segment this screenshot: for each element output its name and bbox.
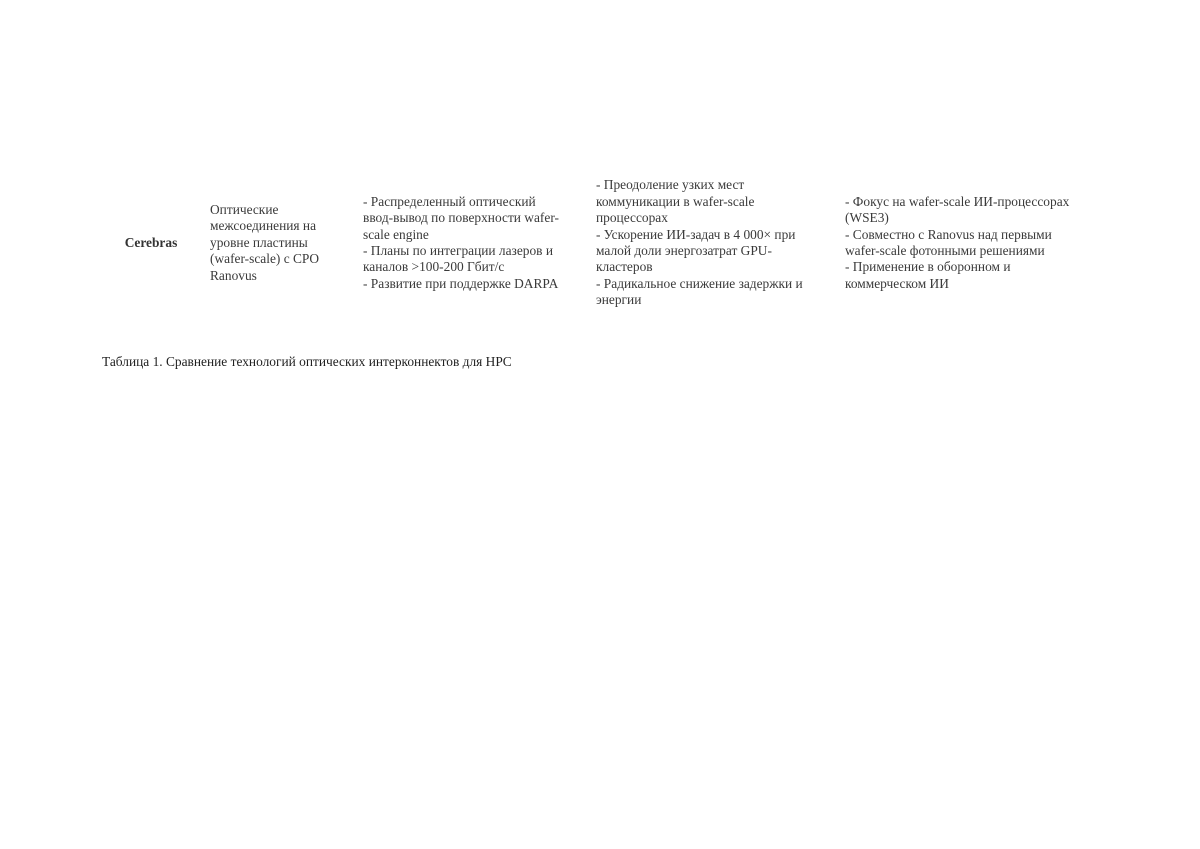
status-cell xyxy=(845,176,1095,310)
table-row xyxy=(102,176,1102,310)
company-cell xyxy=(102,176,200,310)
technology-cell xyxy=(210,176,350,310)
status-text: - Фокус на wafer-scale ИИ-процессорах (WSE3) - Совместно с Ranovus над первыми wafer-scale фотонными решениями - Применение в оборонном и коммерческом ИИ xyxy=(845,193,1070,291)
benefits-text: - Преодоление узких мест коммуникации в wafer-scale процессорах - Ускорение ИИ-задач в 4 000× при малой доли энергозатрат GPU- кластеров - Радикальное снижение задержки и энергии xyxy=(596,177,803,308)
benefits-cell xyxy=(596,176,828,310)
table-caption: Таблица 1. Сравнение технологий оптических интерконнектов для HPC xyxy=(102,354,512,369)
features-text: - Распределенный оптический ввод-вывод по поверхности wafer- scale engine - Планы по интеграции лазеров и каналов >100-200 Гбит/с - Развитие при поддержке DARPA xyxy=(363,193,559,291)
technology-text: Оптические межсоединения на уровне пластины (wafer-scale) с CPO Ranovus xyxy=(210,201,320,283)
features-cell xyxy=(363,176,579,310)
company-name: Cerebras xyxy=(124,234,178,250)
